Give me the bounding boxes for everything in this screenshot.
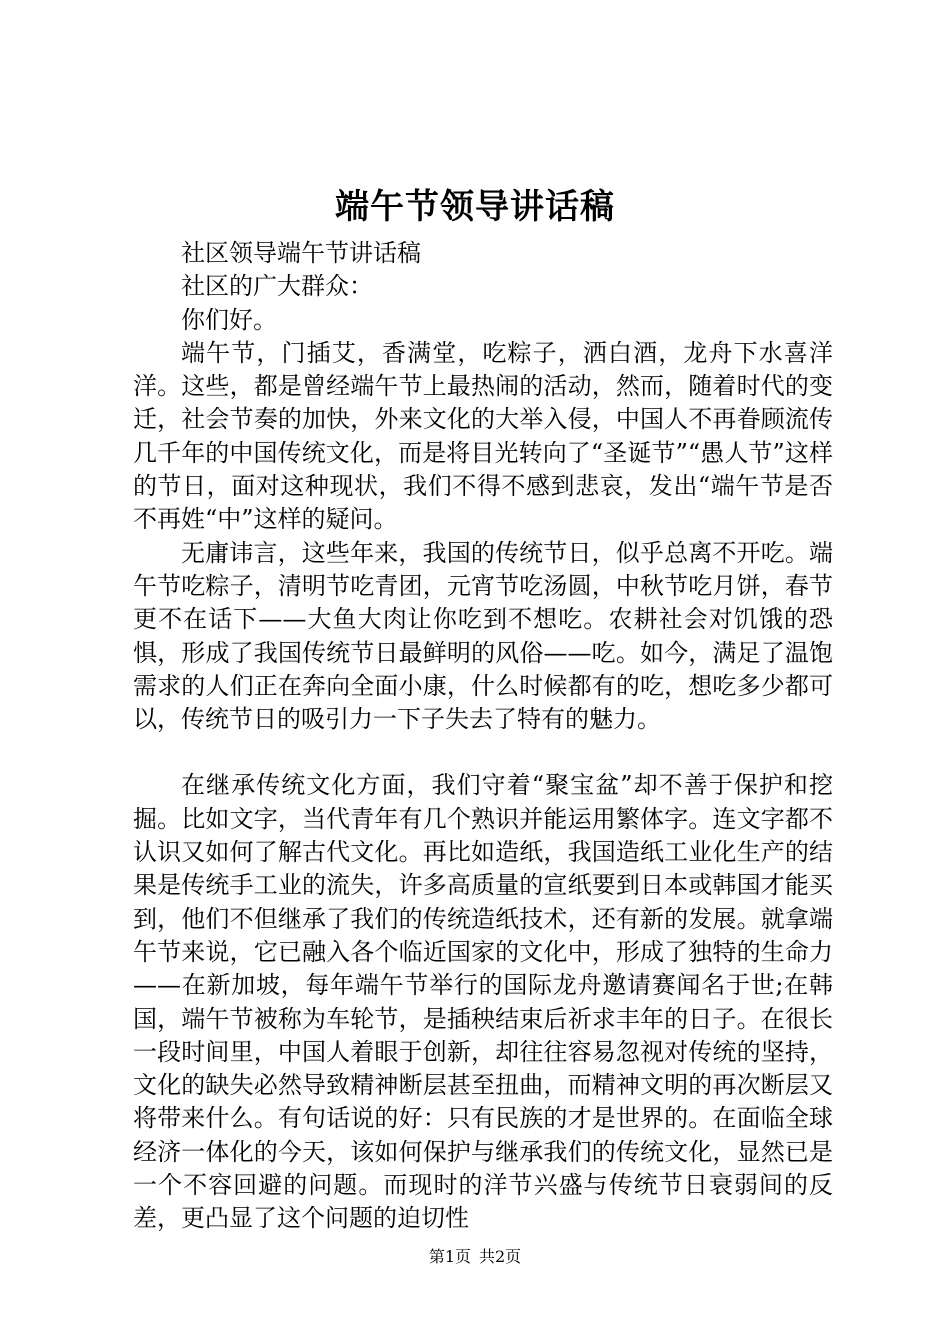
paragraph-body: 端午节，门插艾，香满堂，吃粽子，洒白酒，龙舟下水喜洋洋。这些，都是曾经端午节上最热闹的活动，然而，随着时代的变迁，社会节奏的加快，外来文化的大举入侵，中国人不再眷顾流传几千年的中国传统文化，而是将目光转向了“圣诞节”“愚人节”这样的节日，面对这种现状，我们不得不感到悲哀，发出“端午节是否不再姓“中”这样的疑问。 xyxy=(133,338,833,534)
paragraph-body: 在继承传统文化方面，我们守着“聚宝盆”却不善于保护和挖掘。比如文字，当代青年有几个熟识并能运用繁体字。连文字都不认识又如何了解古代文化。再比如造纸，我国造纸工业化生产的结果是传统手工业的流失，许多高质量的宣纸要到日本或韩国才能买到，他们不但继承了我们的传统造纸技术，还有新的发展。就拿端午节来说，它已融入各个临近国家的文化中，形成了独特的生命力——在新加坡，每年端午节举行的国际龙舟邀请赛闻名于世;在韩国，端午节被称为车轮节，是插秧结束后祈求丰年的日子。在很长一段时间里，中国人着眼于创新，却往往容易忽视对传统的坚持，文化的缺失必然导致精神断层甚至扭曲，而精神文明的再次断层又将带来什么。有句话说的好：只有民族的才是世界的。在面临全球经济一体化的今天，该如何保护与继承我们的传统文化，显然已是一个不容回避的问题。而现时的洋节兴盛与传统节日衰弱间的反差，更凸显了这个问题的迫切性 xyxy=(133,771,833,1233)
paragraph-body: 无庸讳言，这些年来，我国的传统节日，似乎总离不开吃。端午节吃粽子，清明节吃青团，元宵节吃汤圆，中秋节吃月饼，春节更不在话下——大鱼大肉让你吃到不想吃。农耕社会对饥饿的恐惧，形成了我国传统节日最鲜明的风俗——吃。如今，满足了温饱需求的人们正在奔向全面小康，什么时候都有的吃，想吃多少都可以，传统节日的吸引力一下子失去了特有的魅力。 xyxy=(133,538,833,734)
document-title: 端午节领导讲话稿 xyxy=(335,187,615,227)
page-footer xyxy=(0,1247,950,1267)
paragraph-salutation: 社区的广大群众： xyxy=(181,272,373,301)
document-body xyxy=(133,237,833,1236)
page-total: 共2页 xyxy=(479,1247,522,1266)
paragraph-greeting: 你们好。 xyxy=(181,305,277,334)
page-number: 第1页 xyxy=(428,1247,471,1266)
paragraph-subtitle: 社区领导端午节讲话稿 xyxy=(181,239,421,267)
